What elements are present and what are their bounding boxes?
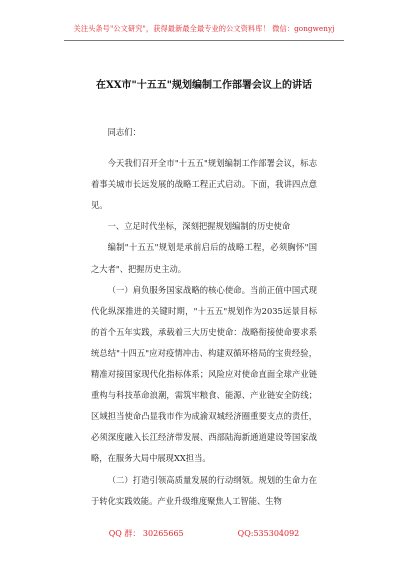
paragraph-intro: 今天我们召开全市"十五五"规划编制工作部署会议，标志着事关城市长远发展的战略工程正式启动。下面，我讲四点意见。: [91, 158, 317, 211]
document-title: 在XX市"十五五"规划编制工作部署会议上的讲话: [96, 80, 312, 91]
section-heading-1: 一、立足时代坐标，深刻把握规划编制的历史使命: [107, 221, 291, 232]
paragraph-subsection-2: （二）打造引领高质量发展的行动纲领。规划的生命力在于转化实践效能。产业升级维度聚焦人工智能、生物: [91, 474, 317, 506]
footer-qq-group: QQ 群： 30265665: [108, 529, 184, 538]
document-body: [91, 122, 317, 512]
paragraph-section-1-lead: 编制"十五五"规划是承前启后的战略工程，必须胸怀"国之大者"、把握历史主动。: [91, 242, 317, 274]
footer-qq-number: QQ:535304092: [237, 529, 300, 538]
salutation: 同志们：: [107, 127, 141, 137]
footer-contact: [0, 528, 408, 539]
header-divider: [64, 40, 344, 41]
paragraph-subsection-1: （一）肩负服务国家战略的核心使命。当前正值中国式现代化纵深推进的关键时期，"十五五"规划作为2035远景目标的首个五年实践，承载着三大历史使命：战略衔接使命要求系统总结"十四五"应对疫情冲击、构建双循环格局的宝贵经验，精准对接国家现代化指标体系；风险应对使命直面全球产业链重构与科技革命浪潮，需筑牢粮食、能源、产业链安全防线；区域担当使命凸显我市作为成渝双城经济圈重要支点的责任，必须深度融入长江经济带发展、西部陆海新通道建设等国家战略，在服务大局中展现XX担当。: [91, 284, 317, 464]
header-note: 关注头条号"公文研究"，获得最新最全最专业的公文资料库！ 微信：gongwenyj: [73, 24, 335, 33]
